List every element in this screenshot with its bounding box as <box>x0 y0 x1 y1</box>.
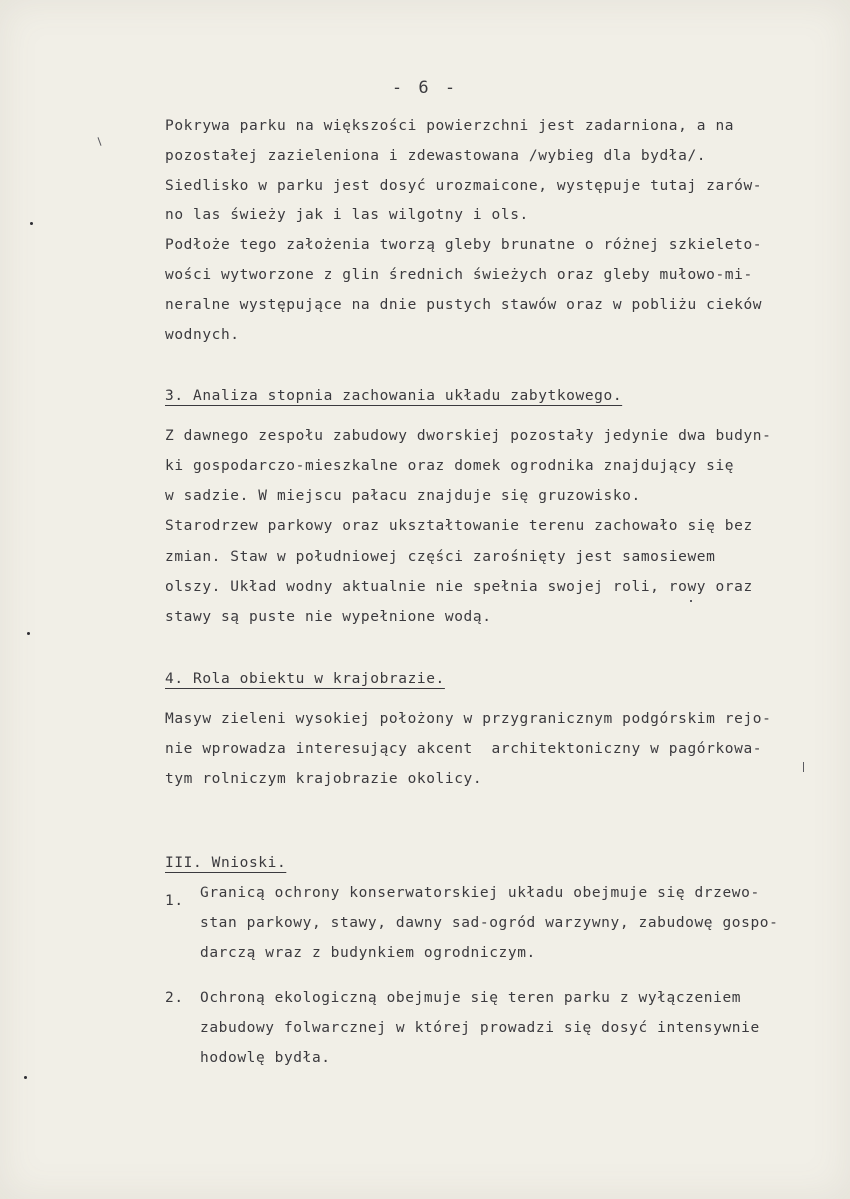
list-item-number: 2. <box>165 990 184 1006</box>
text-line: zmian. Staw w południowej części zarośnięty jest samosiewem <box>165 549 716 565</box>
list-item-line: stan parkowy, stawy, dawny sad-ogród warzywny, zabudowę gospo- <box>200 915 779 931</box>
text-line: nie wprowadza interesujący akcent architektoniczny w pagórkowa- <box>165 741 763 757</box>
text-line: olszy. Układ wodny aktualnie nie spełnia swojej roli, rowy oraz <box>165 579 753 595</box>
list-item-number: 1. <box>165 893 184 909</box>
scan-mark <box>97 137 101 146</box>
page-number: - 6 - <box>391 78 459 98</box>
text-line: Podłoże tego założenia tworzą gleby brunatne o różnej szkieleto- <box>165 237 763 253</box>
scan-speck <box>30 222 33 225</box>
scan-speck <box>24 1076 27 1079</box>
scan-mark <box>803 762 804 772</box>
section-3-heading: 3. Analiza stopnia zachowania układu zabytkowego. <box>165 388 623 404</box>
list-item-line: zabudowy folwarcznej w której prowadzi się dosyć intensywnie <box>200 1020 760 1036</box>
text-line: ki gospodarczo-mieszkalne oraz domek ogrodnika znajdujący się <box>165 458 735 474</box>
section-4-heading: 4. Rola obiektu w krajobrazie. <box>165 671 445 687</box>
list-item-line: hodowlę bydła. <box>200 1050 331 1066</box>
text-line: pozostałej zazieleniona i zdewastowana /wybieg dla bydła/. <box>165 148 707 164</box>
text-line: no las świeży jak i las wilgotny i ols. <box>165 207 529 223</box>
list-item-line: Ochroną ekologiczną obejmuje się teren parku z wyłączeniem <box>200 990 742 1006</box>
text-line: wości wytworzone z glin średnich świeżych oraz gleby mułowo-mi- <box>165 267 753 283</box>
text-line: Pokrywa parku na większości powierzchni jest zadarniona, a na <box>165 118 735 134</box>
text-line: tym rolniczym krajobrazie okolicy. <box>165 771 483 787</box>
text-line: Siedlisko w parku jest dosyć urozmaicone, występuje tutaj zarów- <box>165 178 763 194</box>
scan-speck <box>690 600 692 602</box>
text-line: Starodrzew parkowy oraz ukształtowanie terenu zachowało się bez <box>165 518 753 534</box>
text-line: Masyw zieleni wysokiej położony w przygranicznym podgórskim rejo- <box>165 711 772 727</box>
scan-speck <box>27 632 30 635</box>
text-line: Z dawnego zespołu zabudowy dworskiej pozostały jedynie dwa budyn- <box>165 428 772 444</box>
list-item-line: darczą wraz z budynkiem ogrodniczym. <box>200 945 536 961</box>
list-item-line: Granicą ochrony konserwatorskiej układu obejmuje się drzewo- <box>200 885 760 901</box>
text-line: stawy są puste nie wypełnione wodą. <box>165 609 492 625</box>
section-III-heading: III. Wnioski. <box>165 855 287 871</box>
text-line: wodnych. <box>165 327 240 343</box>
text-line: w sadzie. W miejscu pałacu znajduje się gruzowisko. <box>165 488 641 504</box>
text-line: neralne występujące na dnie pustych stawów oraz w pobliżu cieków <box>165 297 763 313</box>
